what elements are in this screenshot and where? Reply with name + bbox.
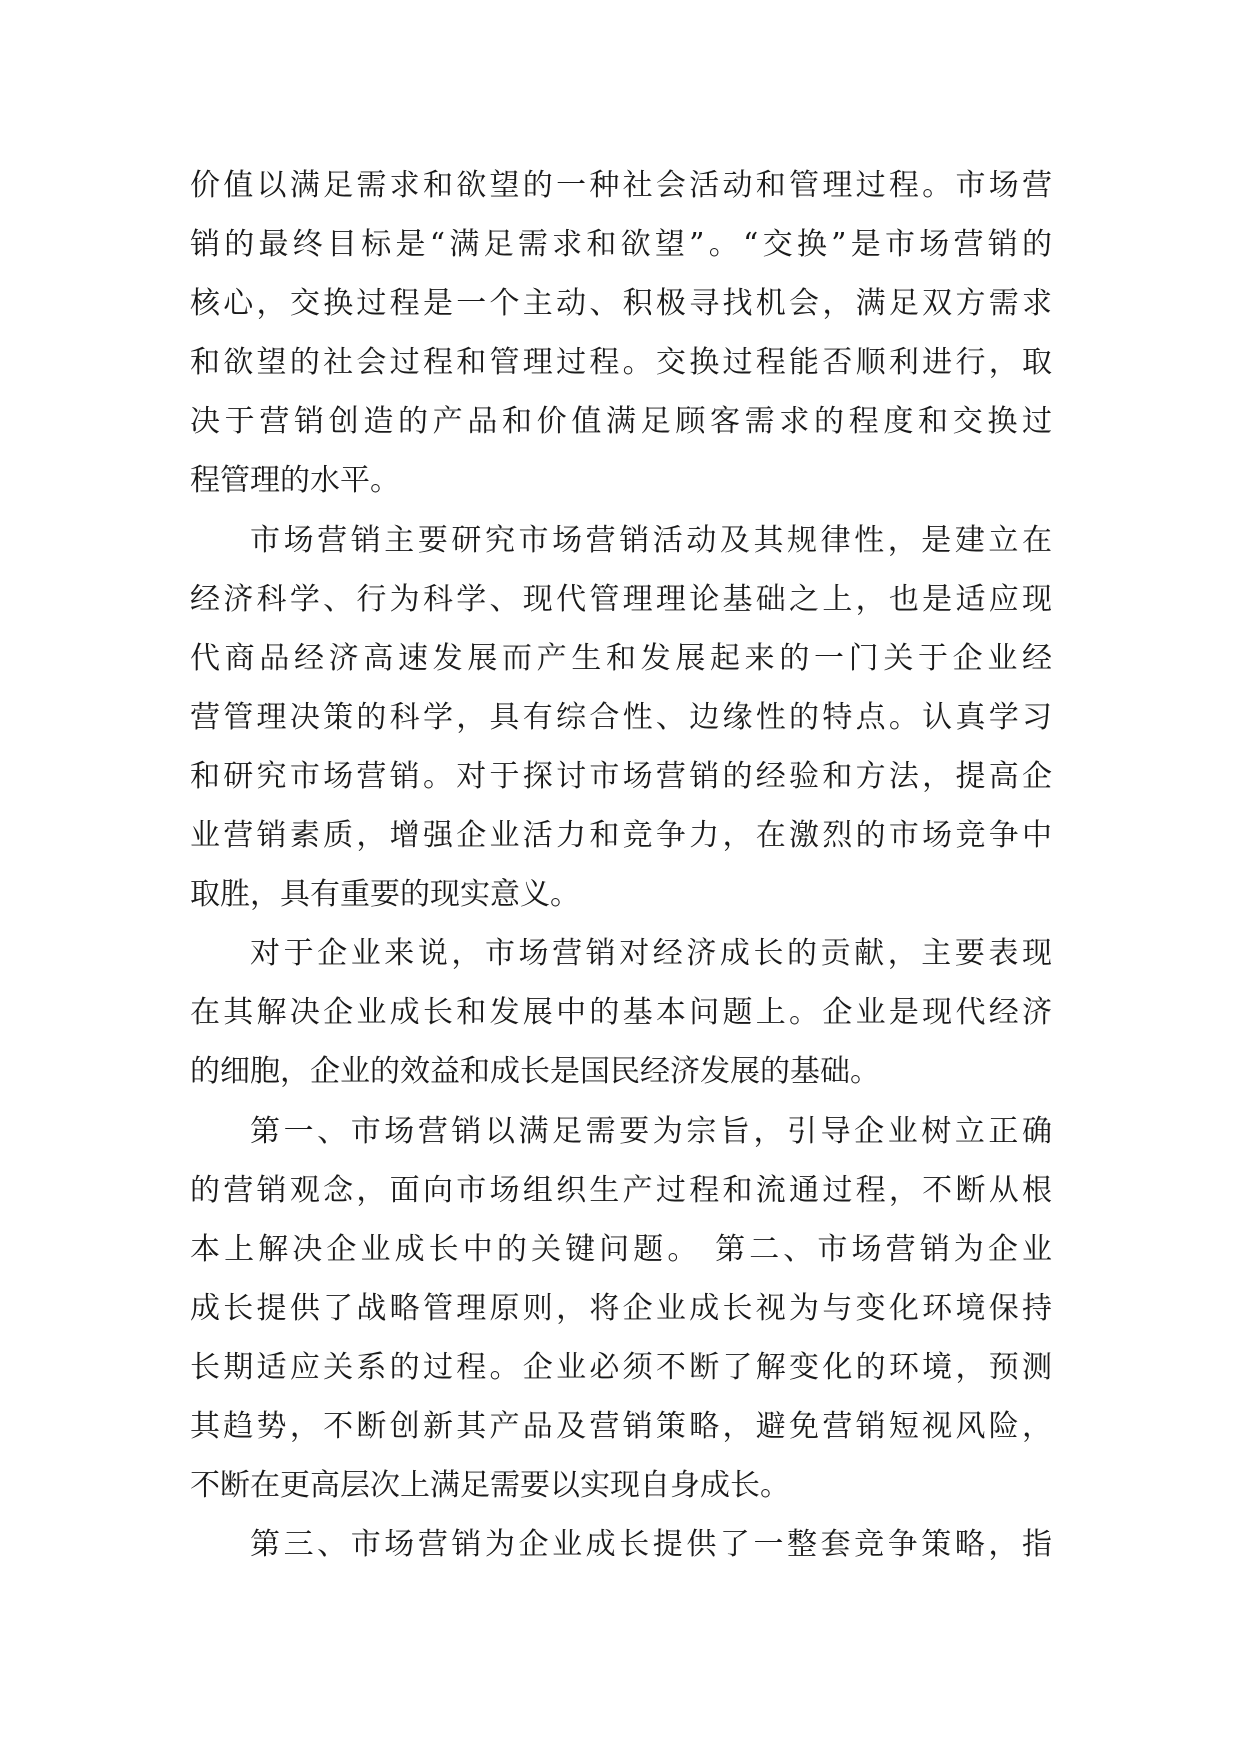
text-line: 经济科学、行为科学、现代管理理论基础之上，也是适应现 — [190, 581, 1056, 617]
text-line: 核心，交换过程是一个主动、积极寻找机会，满足双方需求 — [190, 286, 1056, 322]
text-line: 销的最终目标是“满足需求和欲望”。“交换”是市场营销的 — [190, 227, 1057, 263]
text-line: 业营销素质，增强企业活力和竞争力，在激烈的市场竞争中 — [190, 818, 1056, 854]
text-line: 第一、市场营销以满足需要为宗旨，引导企业树立正确 — [250, 1113, 1056, 1149]
text-line: 不断在更高层次上满足需要以实现自身成长。 — [190, 1468, 790, 1504]
text-line: 本上解决企业成长中的关键问题。 第二、市场营销为企业 — [190, 1231, 1057, 1267]
text-line: 成长提供了战略管理原则，将企业成长视为与变化环境保持 — [190, 1290, 1056, 1326]
text-line: 代商品经济高速发展而产生和发展起来的一门关于企业经 — [190, 640, 1057, 676]
text-line: 在其解决企业成长和发展中的基本问题上。企业是现代经济 — [190, 995, 1056, 1031]
text-line: 第三、市场营销为企业成长提供了一整套竞争策略，指 — [250, 1527, 1056, 1563]
text-line: 的细胞，企业的效益和成长是国民经济发展的基础。 — [190, 1054, 880, 1090]
text-line: 营管理决策的科学，具有综合性、边缘性的特点。认真学习 — [190, 699, 1056, 735]
text-line: 决于营销创造的产品和价值满足顾客需求的程度和交换过 — [190, 404, 1057, 440]
text-line: 和研究市场营销。对于探讨市场营销的经验和方法，提高企 — [190, 758, 1056, 794]
text-line: 对于企业来说，市场营销对经济成长的贡献，主要表现 — [250, 936, 1056, 972]
text-line: 的营销观念，面向市场组织生产过程和流通过程，不断从根 — [190, 1172, 1056, 1208]
text-line: 价值以满足需求和欲望的一种社会活动和管理过程。市场营 — [190, 168, 1056, 203]
text-line: 其趋势，不断创新其产品及营销策略，避免营销短视风险， — [190, 1408, 1056, 1444]
document-body — [190, 156, 1057, 1574]
text-line: 程管理的水平。 — [190, 463, 400, 499]
text-line: 长期适应关系的过程。企业必须不断了解变化的环境，预测 — [190, 1349, 1056, 1385]
text-line: 市场营销主要研究市场营销活动及其规律性，是建立在 — [250, 522, 1056, 558]
text-line: 取胜，具有重要的现实意义。 — [190, 877, 580, 913]
text-line: 和欲望的社会过程和管理过程。交换过程能否顺利进行，取 — [190, 345, 1056, 381]
